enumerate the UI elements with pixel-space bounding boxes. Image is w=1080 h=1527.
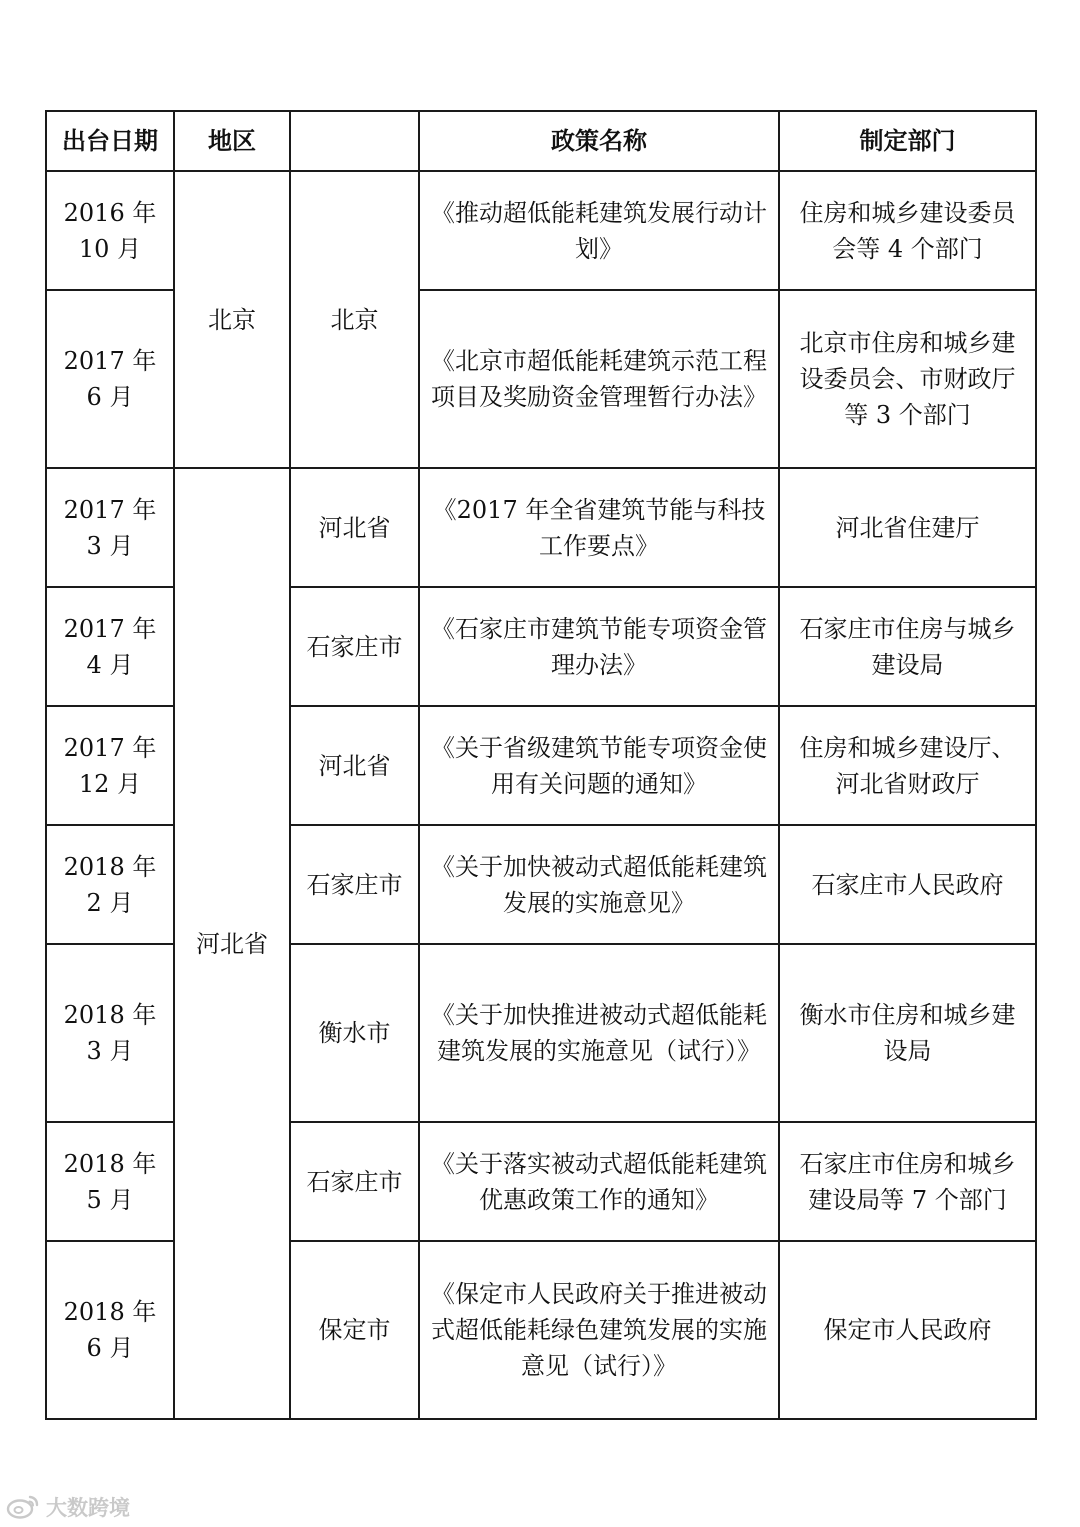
department-cell: 河北省住建厅 xyxy=(779,468,1036,587)
date-cell: 2017 年 3 月 xyxy=(46,468,174,587)
header-row xyxy=(46,111,1036,171)
subregion-cell: 石家庄市 xyxy=(290,825,419,944)
subregion-cell: 北京 xyxy=(290,171,419,468)
subregion-cell: 衡水市 xyxy=(290,944,419,1122)
department-cell: 石家庄市住房与城乡建设局 xyxy=(779,587,1036,706)
date-cell: 2018 年 6 月 xyxy=(46,1241,174,1419)
subregion-cell: 河北省 xyxy=(290,706,419,825)
policy-name-cell: 《石家庄市建筑节能专项资金管理办法》 xyxy=(419,587,779,706)
table-row xyxy=(46,171,1036,290)
subregion-cell: 石家庄市 xyxy=(290,587,419,706)
department-cell: 住房和城乡建设厅、河北省财政厅 xyxy=(779,706,1036,825)
policy-table xyxy=(45,110,1037,1420)
watermark xyxy=(6,1492,130,1522)
policy-name-cell: 《关于加快推进被动式超低能耗建筑发展的实施意见（试行）》 xyxy=(419,944,779,1122)
subregion-cell: 河北省 xyxy=(290,468,419,587)
department-cell: 保定市人民政府 xyxy=(779,1241,1036,1419)
header-department: 制定部门 xyxy=(779,111,1036,171)
date-cell: 2017 年 4 月 xyxy=(46,587,174,706)
subregion-cell: 石家庄市 xyxy=(290,1122,419,1241)
policy-name-cell: 《关于落实被动式超低能耗建筑优惠政策工作的通知》 xyxy=(419,1122,779,1241)
date-cell: 2017 年 6 月 xyxy=(46,290,174,468)
date-cell: 2018 年 2 月 xyxy=(46,825,174,944)
department-cell: 住房和城乡建设委员会等 4 个部门 xyxy=(779,171,1036,290)
weibo-logo-icon xyxy=(6,1494,40,1520)
header-region: 地区 xyxy=(174,111,290,171)
policy-name-cell: 《关于省级建筑节能专项资金使用有关问题的通知》 xyxy=(419,706,779,825)
header-subregion xyxy=(290,111,419,171)
date-cell: 2016 年 10 月 xyxy=(46,171,174,290)
header-date: 出台日期 xyxy=(46,111,174,171)
date-cell: 2018 年 5 月 xyxy=(46,1122,174,1241)
header-policy: 政策名称 xyxy=(419,111,779,171)
policy-name-cell: 《保定市人民政府关于推进被动式超低能耗绿色建筑发展的实施意见（试行）》 xyxy=(419,1241,779,1419)
policy-name-cell: 《推动超低能耗建筑发展行动计划》 xyxy=(419,171,779,290)
watermark-text: 大数跨境 xyxy=(46,1496,130,1520)
policy-name-cell: 《2017 年全省建筑节能与科技工作要点》 xyxy=(419,468,779,587)
department-cell: 石家庄市人民政府 xyxy=(779,825,1036,944)
table-row xyxy=(46,468,1036,587)
region-group-beijing: 北京 xyxy=(174,171,290,468)
policy-name-cell: 《北京市超低能耗建筑示范工程项目及奖励资金管理暂行办法》 xyxy=(419,290,779,468)
department-cell: 衡水市住房和城乡建设局 xyxy=(779,944,1036,1122)
region-group-hebei: 河北省 xyxy=(174,468,290,1419)
department-cell: 石家庄市住房和城乡建设局等 7 个部门 xyxy=(779,1122,1036,1241)
subregion-cell: 保定市 xyxy=(290,1241,419,1419)
policy-name-cell: 《关于加快被动式超低能耗建筑发展的实施意见》 xyxy=(419,825,779,944)
date-cell: 2018 年 3 月 xyxy=(46,944,174,1122)
department-cell: 北京市住房和城乡建设委员会、市财政厅等 3 个部门 xyxy=(779,290,1036,468)
date-cell: 2017 年 12 月 xyxy=(46,706,174,825)
